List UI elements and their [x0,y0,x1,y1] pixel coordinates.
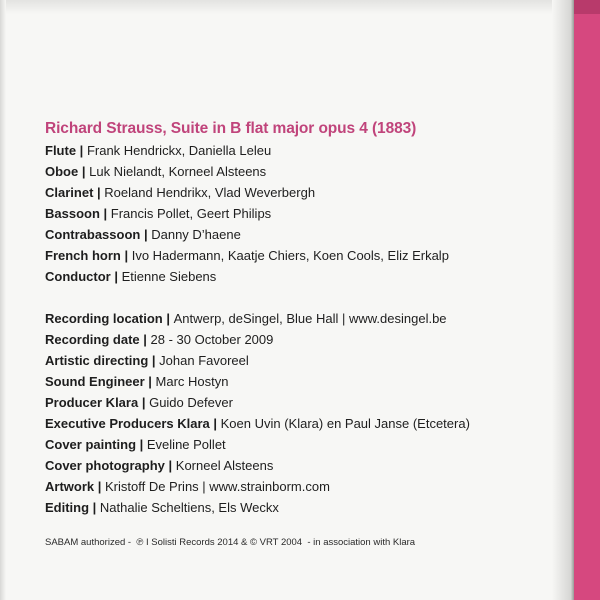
role-label: Producer Klara [45,395,139,410]
role-label: Sound Engineer [45,374,145,389]
separator: | [162,311,174,326]
left-edge-shadow [0,0,6,600]
separator: | [78,164,90,179]
pink-side-strip [574,0,600,600]
performer-line [45,245,545,266]
role-label: Recording date [45,332,140,347]
role-label: Cover photography [45,458,165,473]
names-text: Koen Uvin (Klara) en Paul Janse (Etcetera) [220,416,470,431]
role-label: Contrabassoon [45,227,141,242]
role-label: Artwork [45,479,95,494]
role-label: Flute [45,143,77,158]
separator: | [164,458,176,473]
credit-line [45,308,545,329]
performer-line [45,203,545,224]
credit-line [45,455,545,476]
separator: | [120,248,132,263]
names-text: Korneel Alsteens [175,458,274,473]
section-gap [45,287,545,308]
names-text: Johan Favoreel [159,353,249,368]
performer-line [45,224,545,245]
role-label: Clarinet [45,185,94,200]
separator: | [93,185,105,200]
credit-line [45,434,545,455]
separator: | [138,395,150,410]
role-label: Recording location [45,311,163,326]
credit-line [45,371,545,392]
separator: | [94,479,105,494]
role-label: Bassoon [45,206,100,221]
performer-line [45,182,545,203]
names-text: 28 - 30 October 2009 [150,332,274,347]
separator: | [76,143,87,158]
role-label: Conductor [45,269,111,284]
names-text: Eveline Pollet [146,437,226,452]
pink-strip-top-shade [574,0,600,14]
performer-line [45,140,545,161]
separator: | [140,227,152,242]
separator: | [148,353,160,368]
separator: | [209,416,221,431]
role-label: Editing [45,500,90,515]
names-text: Francis Pollet, Geert Philips [110,206,272,221]
names-text: Roeland Hendrikx, Vlad Weverbergh [104,185,316,200]
performer-line [45,266,545,287]
production-credits-list [45,308,545,518]
performer-line [45,161,545,182]
separator: | [136,437,147,452]
credit-line [45,329,545,350]
credit-line [45,392,545,413]
role-label: French horn [45,248,121,263]
role-label: Cover painting [45,437,137,452]
work-title: Richard Strauss, Suite in B flat major opus 4 (1883) [45,120,417,137]
names-text: Marc Hostyn [155,374,229,389]
credit-line [45,413,545,434]
credits-block [45,118,545,518]
top-edge-shadow [0,0,575,14]
credit-line [45,476,545,497]
separator: | [144,374,156,389]
names-text: Ivo Hadermann, Kaatje Chiers, Koen Cools, Eliz Erkalp [131,248,449,263]
names-text: Antwerp, deSingel, Blue Hall | www.desingel.be [173,311,447,326]
names-text: Guido Defever [149,395,233,410]
credit-line [45,497,545,518]
spine-shadow [552,0,574,600]
role-label: Oboe [45,164,79,179]
role-label: Executive Producers Klara [45,416,210,431]
performers-list [45,140,545,287]
names-text: Kristoff De Prins | www.strainborm.com [105,479,330,494]
names-text: Nathalie Scheltiens, Els Weckx [99,500,279,515]
separator: | [110,269,122,284]
separator: | [99,206,111,221]
role-label: Artistic directing [45,353,149,368]
separator: | [89,500,100,515]
names-text: Frank Hendrickx, Daniella Leleu [86,143,272,158]
separator: | [139,332,151,347]
names-text: Etienne Siebens [121,269,217,284]
names-text: Luk Nielandt, Korneel Alsteens [89,164,267,179]
credit-line [45,350,545,371]
names-text: Danny D’haene [151,227,241,242]
copyright-footer: SABAM authorized - ℗ I Solisti Records 2014 & © VRT 2004 - in association with Klara [45,537,416,548]
